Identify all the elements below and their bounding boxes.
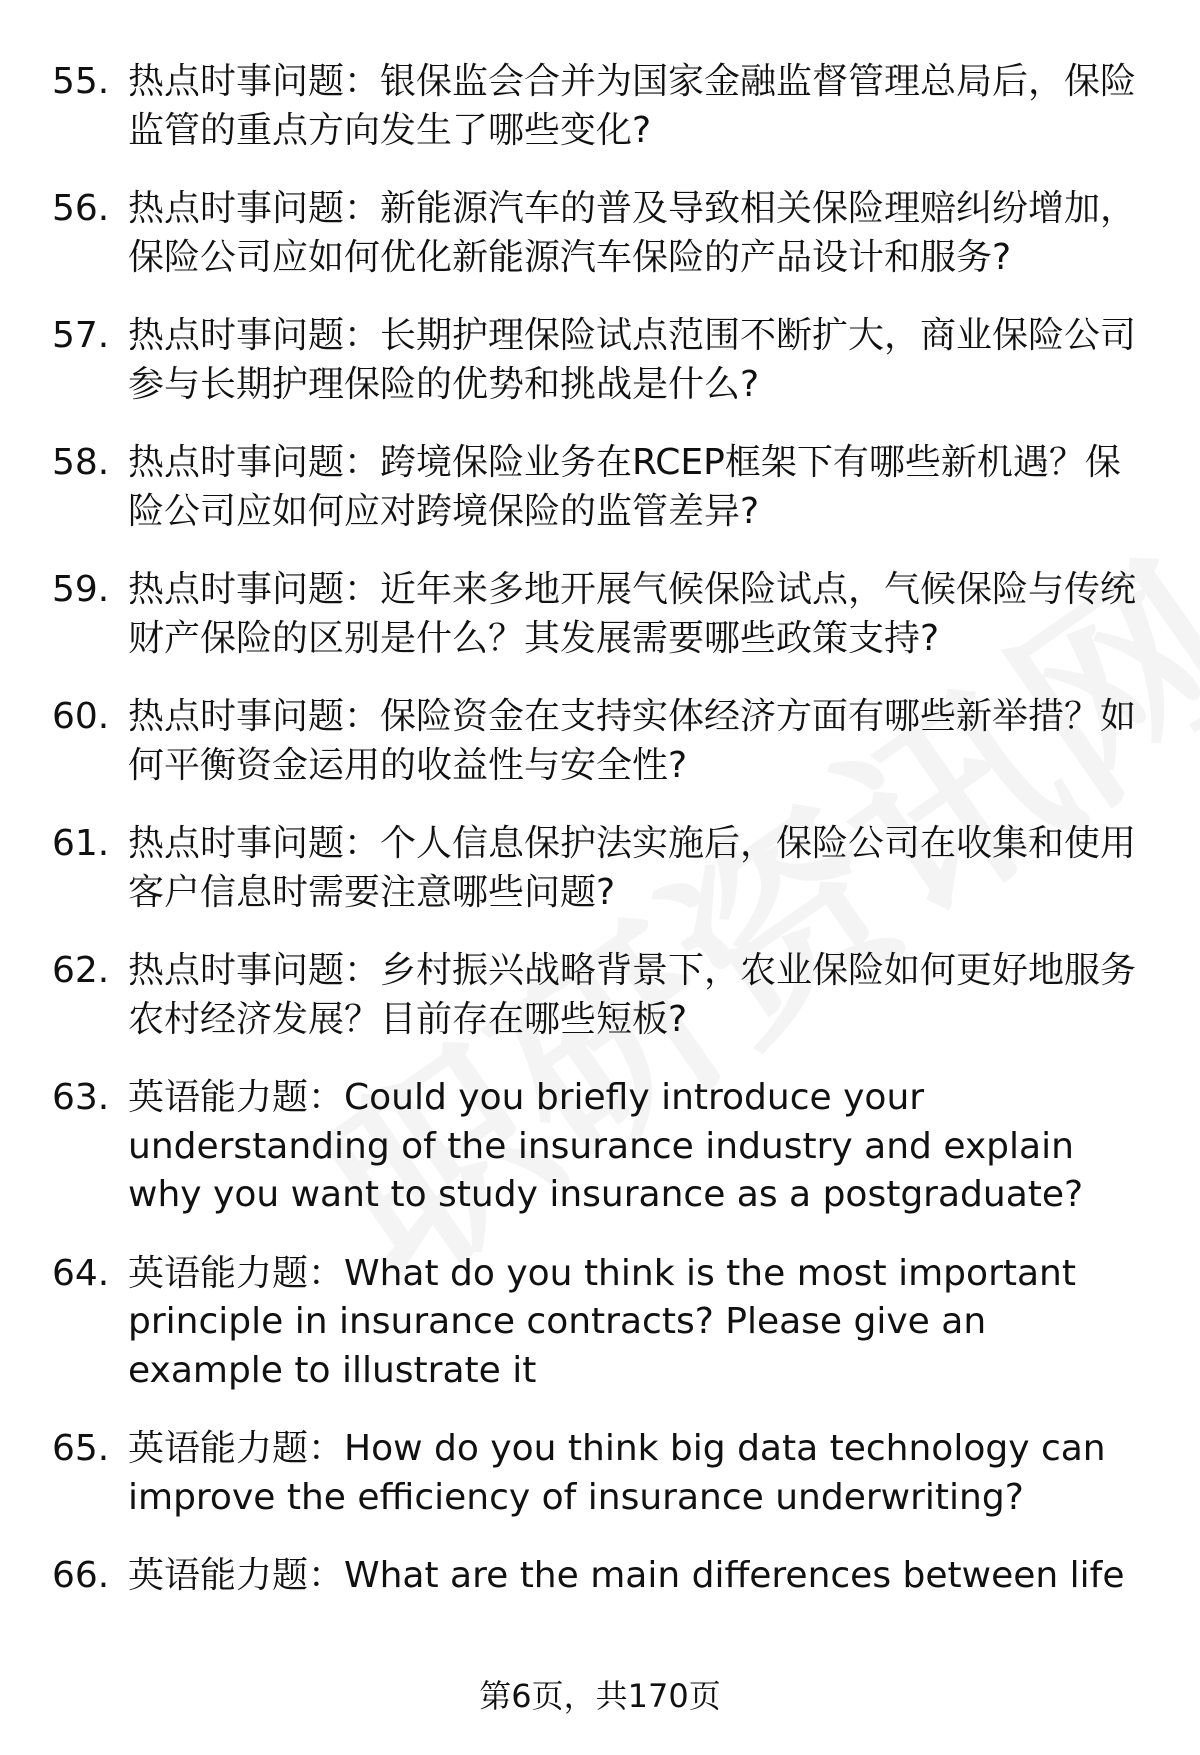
question-item (52, 312, 1152, 409)
question-item (52, 820, 1152, 917)
question-list (52, 58, 1152, 1631)
question-number: 59. (52, 569, 110, 610)
question-item (52, 1074, 1152, 1220)
question-number: 66. (52, 1555, 110, 1596)
question-number: 65. (52, 1428, 110, 1469)
question-text: 热点时事问题：保险资金在支持实体经济方面有哪些新举措？如何平衡资金运用的收益性与安全性? (128, 696, 1137, 786)
question-number: 55. (52, 61, 110, 102)
question-item (52, 185, 1152, 282)
question-item (52, 566, 1152, 663)
question-text: 热点时事问题：跨境保险业务在RCEP框架下有哪些新机遇？保险公司应如何应对跨境保险的监管差异? (128, 442, 1121, 532)
question-text: 热点时事问题：个人信息保护法实施后，保险公司在收集和使用客户信息时需要注意哪些问题? (128, 823, 1137, 913)
question-item (52, 58, 1152, 155)
page-footer: 第6页，共170页 (479, 1677, 721, 1715)
question-text: 英语能力题：How do you think big data technology can improve the efficiency of insurance underwriting? (128, 1428, 1106, 1518)
question-text: 热点时事问题：近年来多地开展气候保险试点，气候保险与传统财产保险的区别是什么？其发展需要哪些政策支持? (128, 569, 1137, 659)
question-text: 热点时事问题：乡村振兴战略背景下，农业保险如何更好地服务农村经济发展？目前存在哪些短板? (128, 950, 1137, 1040)
question-item (52, 1425, 1152, 1522)
question-item (52, 947, 1152, 1044)
question-number: 58. (52, 442, 110, 483)
question-number: 60. (52, 696, 110, 737)
question-number: 64. (52, 1252, 110, 1294)
question-number: 62. (52, 950, 110, 991)
question-text: 英语能力题：What do you think is the most important principle in insurance contracts? Please give an example to illustrate it (128, 1252, 1076, 1391)
question-number: 63. (52, 1077, 110, 1118)
question-item (52, 693, 1152, 790)
question-item (52, 1552, 1152, 1601)
question-text: 热点时事问题：长期护理保险试点范围不断扩大，商业保险公司参与长期护理保险的优势和挑战是什么? (128, 315, 1137, 405)
question-text: 英语能力题：What are the main differences between life (128, 1555, 1125, 1596)
question-item (52, 1250, 1152, 1396)
question-text: 热点时事问题：银保监会合并为国家金融监督管理总局后，保险监管的重点方向发生了哪些变化? (128, 61, 1137, 151)
question-number: 57. (52, 315, 110, 356)
question-text: 英语能力题：Could you briefly introduce your understanding of the insurance industry and explain why you want to study insurance as a postgraduate? (128, 1077, 1084, 1215)
question-number: 56. (52, 188, 110, 229)
question-item (52, 439, 1152, 536)
question-text: 热点时事问题：新能源汽车的普及导致相关保险理赔纠纷增加，保险公司应如何优化新能源汽车保险的产品设计和服务? (128, 188, 1137, 278)
question-number: 61. (52, 823, 110, 864)
